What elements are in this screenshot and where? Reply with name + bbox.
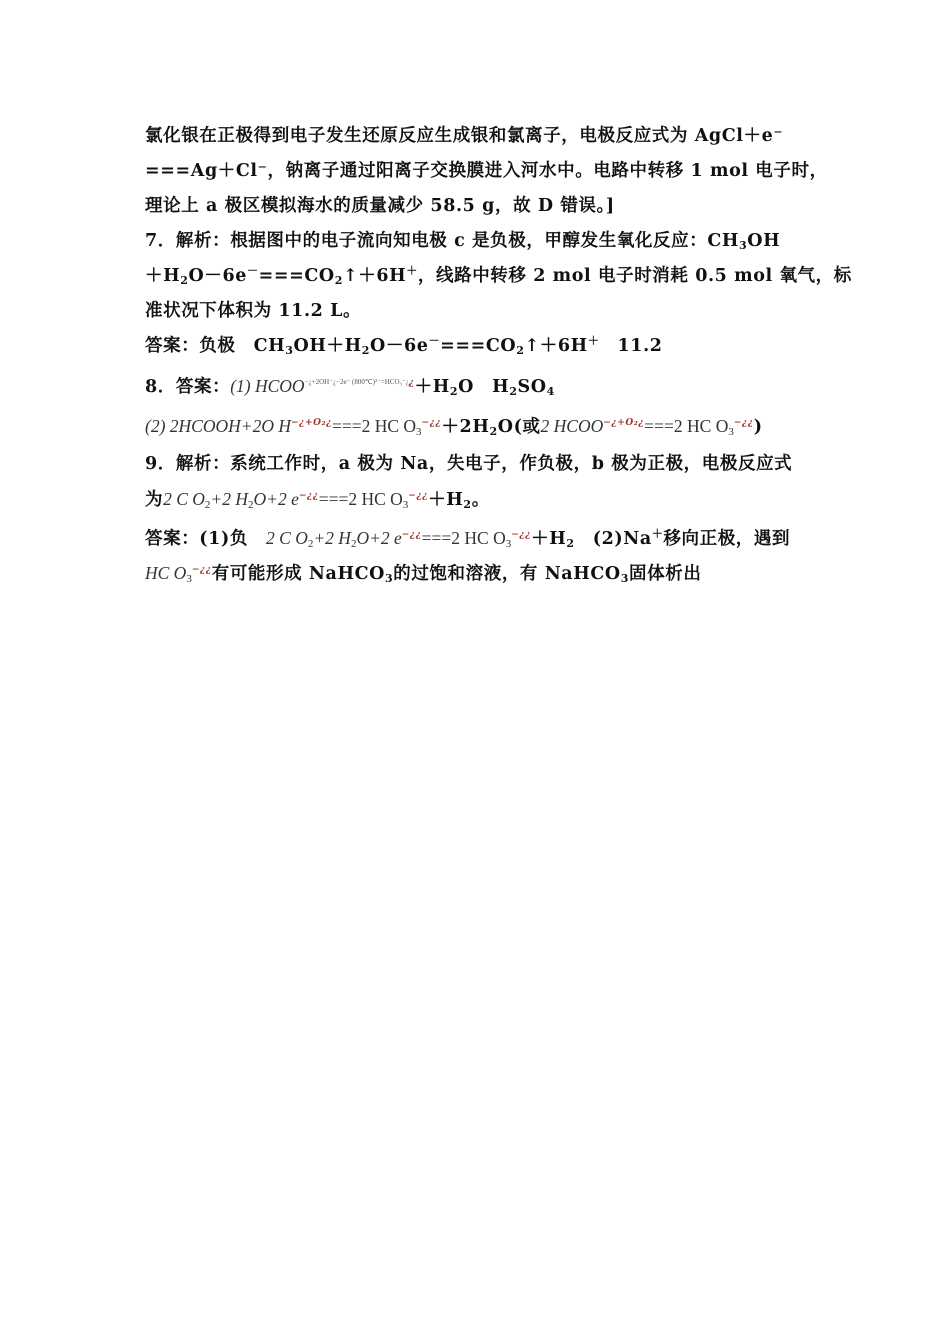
answer-part: ＋2H [441, 417, 490, 437]
answer-part: ) [753, 417, 763, 437]
answer-label: 答案 [175, 377, 213, 397]
math-formula: O+2 e [356, 528, 402, 548]
subscript: 2 [463, 498, 472, 511]
math-formula: 2 C O [266, 528, 308, 548]
q9-equation-line [145, 487, 820, 512]
subscript: 2 [566, 537, 575, 550]
subscript: 2 [489, 425, 498, 438]
line-sodium-ion [145, 159, 828, 183]
answer-part: SO [517, 377, 547, 397]
line-text: 理论上 a 极区模拟海水的质量减少 58.5 g，故 D 错误。] [145, 196, 615, 216]
math-superscript: −¿¿ [408, 491, 429, 501]
math-formula: (1) HCOO [230, 376, 305, 396]
math-formula: (2) 2HCOOH+2O H [145, 416, 291, 436]
subscript: 2 [509, 385, 518, 398]
math-formula: HC O [145, 563, 187, 583]
a7-answer [145, 334, 820, 358]
math-formula: O+2 e [253, 489, 299, 509]
subscript: 3 [739, 239, 748, 252]
math-superscript: −¿+O₂¿ [290, 418, 332, 428]
subscript: 3 [416, 426, 422, 438]
answer-part: O H [458, 377, 510, 397]
q8-answer [145, 374, 820, 399]
line-agcl [145, 124, 820, 148]
math-formula: ===2 HC O [421, 528, 506, 548]
question-number: 9． [145, 454, 176, 474]
math-formula: +2 H [210, 489, 248, 509]
math-superscript: −¿¿ [511, 530, 532, 540]
math-superscript: −¿+2OH⁻¿−2e⁻ (800℃)²⁻=HCO₃⁻¿ [304, 378, 409, 386]
superscript: － [246, 264, 259, 277]
math-superscript: −¿¿ [191, 565, 212, 575]
eq-part: ↑＋6H [343, 266, 407, 286]
superscript: ＋ [406, 264, 418, 277]
subscript: 2 [361, 344, 371, 357]
answer-part: ＋H [531, 529, 567, 549]
a9-conclusion [145, 561, 820, 586]
analysis-label: 解析 [175, 231, 213, 251]
subscript: 2 [516, 344, 525, 357]
subscript: 2 [204, 499, 211, 511]
q9-text: ：系统工作时，a 极为 Na，失电子，作负极，b 极为正极，电极反应式 [212, 454, 793, 474]
q9-analysis [145, 452, 820, 476]
math-superscript: −¿¿ [401, 530, 422, 540]
q8-part2 [145, 414, 820, 439]
answer-part: 固体析出 [629, 564, 702, 584]
q7-text-tail: OH [747, 231, 781, 251]
subscript: 2 [449, 385, 459, 398]
subscript: 3 [402, 499, 409, 511]
eq-part: 。 [471, 490, 490, 510]
eq-part: ，线路中转移 2 mol 电子时消耗 0.5 mol 氧气，标 [417, 266, 852, 286]
q7-equation-line [145, 264, 852, 288]
subscript: 2 [307, 538, 314, 550]
math-superscript: −¿¿ [733, 418, 754, 428]
answer-part: ===CO [440, 336, 517, 356]
line-text: ===Ag＋Cl⁻，钠离子通过阳离子交换膜进入河水中。电路中转移 1 mol 电子时， [145, 161, 828, 181]
eq-part: ＋H [145, 266, 181, 286]
answer-part: ：(1)负 [181, 529, 267, 549]
subscript: 2 [350, 538, 357, 550]
math-formula: ===2 HC O [644, 416, 729, 436]
line-mass-decrease [145, 194, 820, 218]
answer-part: 移向正极，遇到 [663, 529, 791, 549]
q7-analysis [145, 229, 820, 253]
math-formula: ===2 HC O [331, 416, 417, 436]
math-artifact: ¿ [408, 378, 415, 388]
subscript: 2 [248, 499, 254, 511]
math-superscript: −¿+O₂¿ [603, 418, 645, 428]
answer-part: 有可能形成 NaHCO [211, 564, 385, 584]
subscript: 2 [334, 274, 344, 287]
answer-part: ＋H [414, 377, 450, 397]
answer-part: ↑＋6H [524, 336, 588, 356]
answer-part: ： [212, 377, 231, 397]
superscript: ＋ [651, 527, 664, 540]
analysis-label: 解析 [175, 454, 213, 474]
answer-part: O(或 [497, 417, 541, 437]
math-superscript: −¿¿ [298, 491, 319, 501]
subscript: 3 [505, 538, 512, 550]
line-text: 氯化银在正极得到电子发生还原反应生成银和氯离子，电极反应式为 AgCl＋e⁻ [145, 126, 784, 146]
math-superscript: −¿¿ [421, 418, 442, 428]
answer-part: ：负极 CH [181, 336, 286, 356]
q7-text: ：根据图中的电子流向知电极 c 是负极，甲醇发生氧化反应：CH [212, 231, 739, 251]
eq-part: O－6e [188, 266, 247, 286]
subscript: 4 [546, 385, 555, 398]
math-formula: 2 HCOO [540, 416, 604, 436]
math-formula: +2 H [313, 528, 351, 548]
answer-part: O－6e [370, 336, 429, 356]
eq-part: ＋H [428, 490, 464, 510]
eq-part: ===CO [258, 266, 335, 286]
subscript: 3 [728, 426, 734, 438]
math-formula: ===2 HC O [318, 489, 403, 509]
subscript: 3 [285, 344, 294, 357]
answer-part: OH＋H [293, 336, 362, 356]
math-formula: 2 C O [163, 489, 205, 509]
subscript: 2 [180, 274, 189, 287]
a9-answer [145, 526, 820, 551]
question-number: 7． [145, 231, 176, 251]
q7-volume-line [145, 299, 820, 323]
subscript: 3 [186, 573, 192, 585]
subscript: 3 [620, 572, 630, 585]
answer-part: (2)Na [574, 529, 652, 549]
answer-part: 的过饱和溶液，有 NaHCO [393, 564, 621, 584]
subscript: 3 [384, 572, 394, 585]
superscript: － [428, 334, 441, 347]
superscript: ＋ [587, 334, 600, 347]
answer-part: 11.2 [599, 336, 663, 356]
line-text: 准状况下体积为 11.2 L。 [145, 301, 362, 321]
question-number: 8． [145, 377, 176, 397]
answer-label: 答案 [145, 529, 182, 549]
eq-part: 为 [145, 490, 164, 510]
answer-label: 答案 [145, 336, 182, 356]
